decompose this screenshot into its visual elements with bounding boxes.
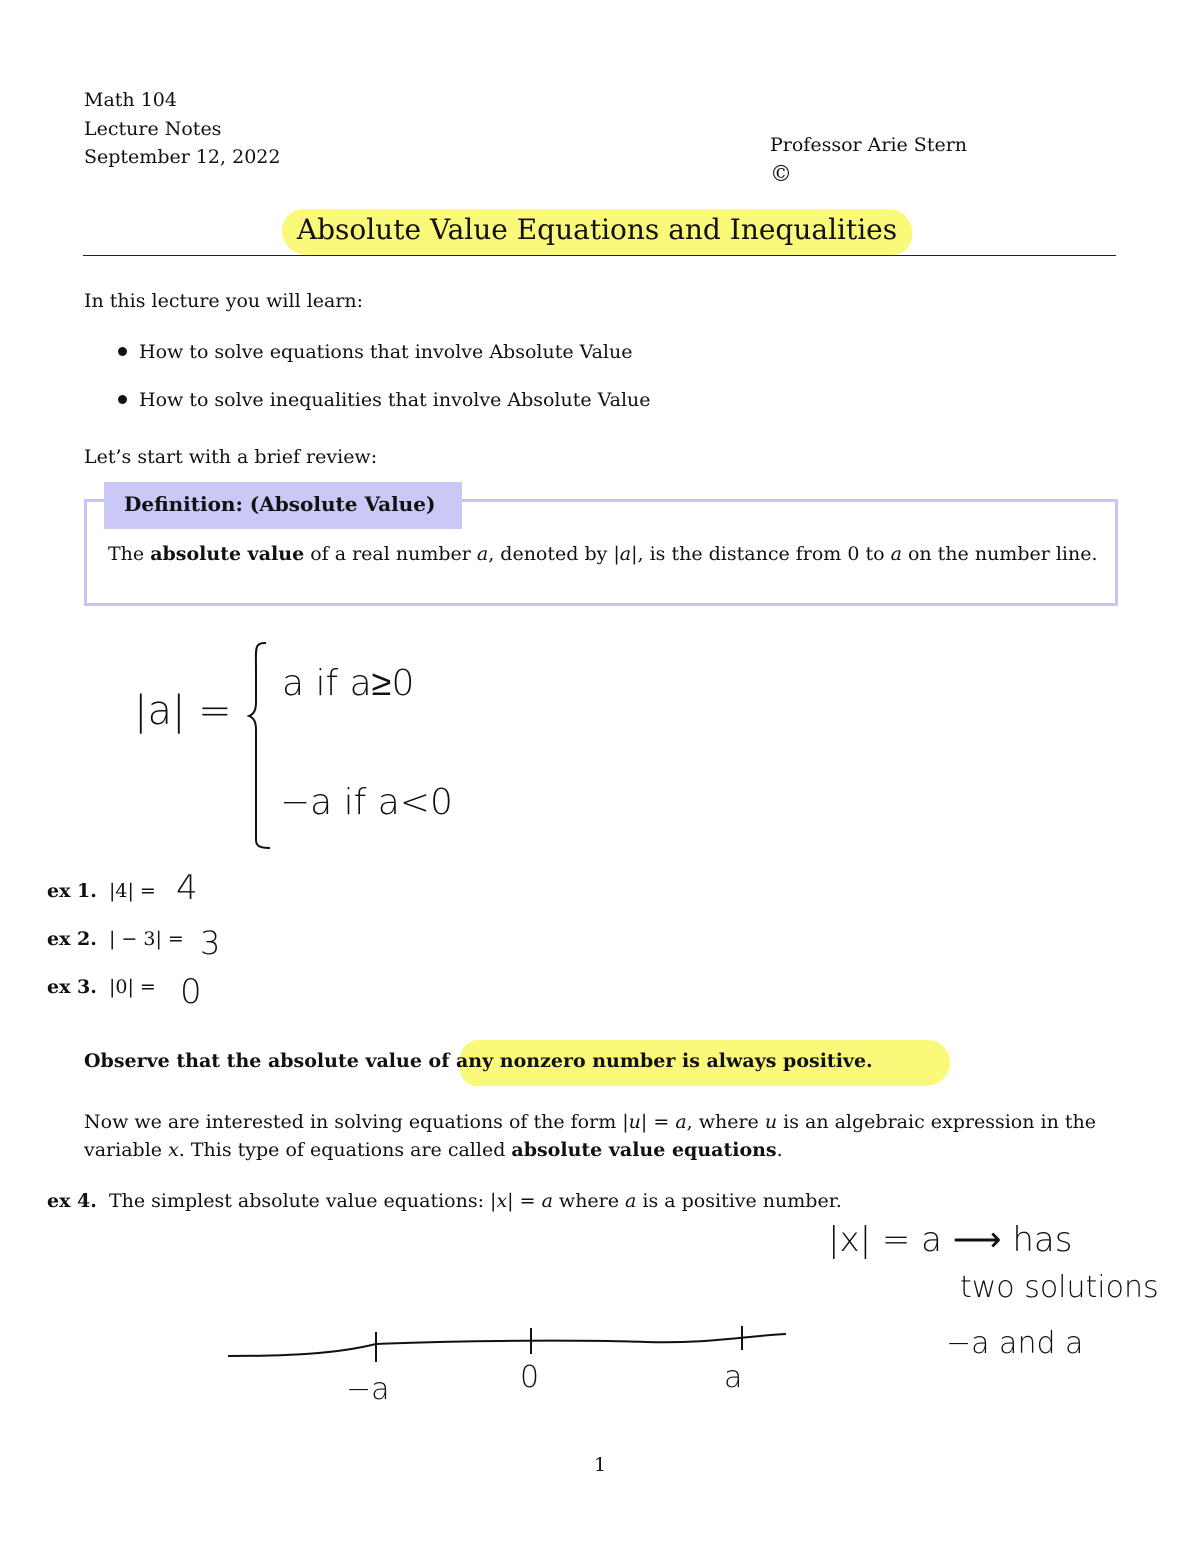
number-line-label-a: a (724, 1360, 743, 1395)
title-rule (83, 255, 1116, 256)
handwritten-abs-lhs: |a| = (134, 688, 232, 734)
number-line-label-zero: 0 (520, 1360, 540, 1395)
document-type: Lecture Notes (84, 118, 222, 140)
example-1: ex 1. |4| = (47, 880, 156, 902)
example-2: ex 2. | − 3| = (47, 928, 184, 950)
number-line (226, 1322, 790, 1366)
example-2-answer: 3 (200, 924, 221, 962)
definition-tab: Definition: (Absolute Value) (104, 482, 462, 529)
title-block (282, 207, 912, 255)
handwritten-case-1: a if a≥0 (282, 663, 415, 704)
review-text: Let’s start with a brief review: (84, 446, 378, 468)
bullet-dot-icon (118, 395, 127, 404)
equations-paragraph: Now we are interested in solving equations of the form |u| = a, where u is an algebraic expression in the variable x. This type of equations are called absolute value equations. (84, 1111, 1096, 1161)
bullet-item: How to solve inequalities that involve Absolute Value (118, 389, 651, 411)
definition-text: The absolute value of a real number a, denoted by |a|, is the distance from 0 to a on the number line. (108, 543, 1098, 565)
handwritten-note-line-3: −a and a (946, 1326, 1084, 1361)
observe-statement: Observe that the absolute value of any nonzero number is always positive. (84, 1050, 873, 1072)
example-4: ex 4. The simplest absolute value equations: |x| = a where a is a positive number. (47, 1190, 842, 1212)
page-title: Absolute Value Equations and Inequalities (296, 213, 898, 246)
number-line-label-neg-a: −a (346, 1372, 390, 1407)
example-3-answer: 0 (180, 972, 202, 1012)
example-3: ex 3. |0| = (47, 976, 156, 998)
copyright-symbol: © (770, 162, 792, 187)
handwritten-note-line-2: two solutions (960, 1270, 1159, 1305)
intro-text: In this lecture you will learn: (84, 290, 364, 312)
lecture-date: September 12, 2022 (84, 146, 281, 168)
page-number: 1 (593, 1454, 607, 1476)
example-1-answer: 4 (176, 868, 198, 908)
bullet-item: How to solve equations that involve Absolute Value (118, 341, 632, 363)
course-name: Math 104 (84, 89, 177, 111)
bullet-dot-icon (118, 347, 127, 356)
handwritten-case-2: −a if a<0 (280, 782, 453, 823)
professor-name: Professor Arie Stern (770, 134, 968, 156)
handwritten-note-line-1: |x| = a ⟶ has (828, 1220, 1073, 1260)
brace-icon (244, 640, 274, 852)
